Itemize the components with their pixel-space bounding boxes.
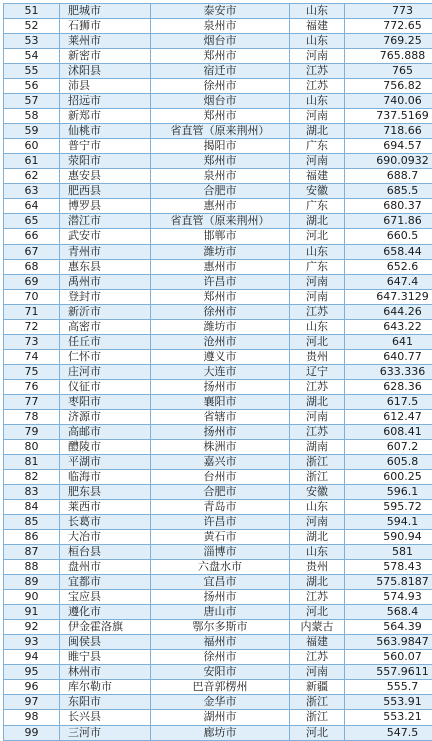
- province-cell: 江苏: [290, 424, 345, 439]
- value-cell: 685.5: [345, 184, 432, 199]
- rank-cell: 58: [4, 109, 60, 124]
- rank-cell: 86: [4, 530, 60, 545]
- table-row: [4, 620, 432, 635]
- prefecture-city-cell: 扬州市: [151, 379, 290, 394]
- county-name-cell: 招远市: [60, 94, 151, 109]
- rank-cell: 67: [4, 244, 60, 259]
- value-cell: 547.5: [345, 725, 432, 740]
- prefecture-city-cell: 许昌市: [151, 515, 290, 530]
- rank-cell: 84: [4, 500, 60, 515]
- value-cell: 608.41: [345, 424, 432, 439]
- rank-cell: 59: [4, 124, 60, 139]
- table-row: [4, 319, 432, 334]
- province-cell: 湖北: [290, 394, 345, 409]
- prefecture-city-cell: 省直管（原来荆州）: [151, 214, 290, 229]
- county-name-cell: 仁怀市: [60, 349, 151, 364]
- value-cell: 617.5: [345, 394, 432, 409]
- county-name-cell: 肥西县: [60, 184, 151, 199]
- prefecture-city-cell: 泉州市: [151, 19, 290, 34]
- table-row: [4, 49, 432, 64]
- county-name-cell: 长兴县: [60, 710, 151, 725]
- province-cell: 广东: [290, 199, 345, 214]
- rank-cell: 79: [4, 424, 60, 439]
- table-row: [4, 710, 432, 725]
- rank-cell: 70: [4, 289, 60, 304]
- value-cell: 737.5169: [345, 109, 432, 124]
- county-name-cell: 睢宁县: [60, 650, 151, 665]
- province-cell: 江苏: [290, 79, 345, 94]
- table-row: [4, 244, 432, 259]
- table-row: [4, 680, 432, 695]
- table-row: [4, 364, 432, 379]
- county-name-cell: 石狮市: [60, 19, 151, 34]
- county-name-cell: 莱西市: [60, 500, 151, 515]
- rank-cell: 80: [4, 439, 60, 454]
- prefecture-city-cell: 唐山市: [151, 605, 290, 620]
- rank-cell: 97: [4, 695, 60, 710]
- prefecture-city-cell: 淄博市: [151, 545, 290, 560]
- table-row: [4, 469, 432, 484]
- rank-cell: 90: [4, 590, 60, 605]
- value-cell: 633.336: [345, 364, 432, 379]
- province-cell: 山东: [290, 500, 345, 515]
- value-cell: 688.7: [345, 169, 432, 184]
- province-cell: 广东: [290, 139, 345, 154]
- rank-cell: 60: [4, 139, 60, 154]
- prefecture-city-cell: 潍坊市: [151, 244, 290, 259]
- rank-cell: 91: [4, 605, 60, 620]
- county-name-cell: 普宁市: [60, 139, 151, 154]
- value-cell: 605.8: [345, 454, 432, 469]
- county-name-cell: 临海市: [60, 469, 151, 484]
- prefecture-city-cell: 嘉兴市: [151, 454, 290, 469]
- rank-cell: 88: [4, 560, 60, 575]
- prefecture-city-cell: 鄂尔多斯市: [151, 620, 290, 635]
- county-name-cell: 宜都市: [60, 575, 151, 590]
- table-row: [4, 304, 432, 319]
- county-name-cell: 禹州市: [60, 274, 151, 289]
- prefecture-city-cell: 烟台市: [151, 34, 290, 49]
- table-row: [4, 545, 432, 560]
- province-cell: 江苏: [290, 64, 345, 79]
- prefecture-city-cell: 大连市: [151, 364, 290, 379]
- prefecture-city-cell: 福州市: [151, 635, 290, 650]
- province-cell: 内蒙古: [290, 620, 345, 635]
- province-cell: 浙江: [290, 695, 345, 710]
- value-cell: 647.3129: [345, 289, 432, 304]
- province-cell: 安徽: [290, 184, 345, 199]
- table-row: [4, 214, 432, 229]
- prefecture-city-cell: 安阳市: [151, 665, 290, 680]
- value-cell: 574.93: [345, 590, 432, 605]
- prefecture-city-cell: 巴音郭楞州: [151, 680, 290, 695]
- prefecture-city-cell: 青岛市: [151, 500, 290, 515]
- value-cell: 560.07: [345, 650, 432, 665]
- rank-cell: 87: [4, 545, 60, 560]
- rank-cell: 72: [4, 319, 60, 334]
- table-row: [4, 575, 432, 590]
- rank-cell: 64: [4, 199, 60, 214]
- county-name-cell: 高密市: [60, 319, 151, 334]
- table-row: [4, 725, 432, 740]
- value-cell: 628.36: [345, 379, 432, 394]
- county-name-cell: 博罗县: [60, 199, 151, 214]
- table-row: [4, 605, 432, 620]
- rank-cell: 92: [4, 620, 60, 635]
- table-row: [4, 229, 432, 244]
- value-cell: 590.94: [345, 530, 432, 545]
- prefecture-city-cell: 省直管（原来荆州）: [151, 124, 290, 139]
- province-cell: 安徽: [290, 485, 345, 500]
- value-cell: 641: [345, 334, 432, 349]
- value-cell: 658.44: [345, 244, 432, 259]
- county-name-cell: 闽侯县: [60, 635, 151, 650]
- province-cell: 江苏: [290, 304, 345, 319]
- county-name-cell: 库尔勒市: [60, 680, 151, 695]
- county-name-cell: 大冶市: [60, 530, 151, 545]
- province-cell: 江苏: [290, 590, 345, 605]
- rank-cell: 94: [4, 650, 60, 665]
- rank-cell: 61: [4, 154, 60, 169]
- rank-cell: 54: [4, 49, 60, 64]
- prefecture-city-cell: 郑州市: [151, 154, 290, 169]
- county-name-cell: 仙桃市: [60, 124, 151, 139]
- prefecture-city-cell: 湖州市: [151, 710, 290, 725]
- prefecture-city-cell: 揭阳市: [151, 139, 290, 154]
- table-row: [4, 4, 432, 19]
- province-cell: 河南: [290, 109, 345, 124]
- value-cell: 769.25: [345, 34, 432, 49]
- value-cell: 644.26: [345, 304, 432, 319]
- province-cell: 河北: [290, 605, 345, 620]
- county-name-cell: 高邮市: [60, 424, 151, 439]
- rank-cell: 93: [4, 635, 60, 650]
- table-row: [4, 394, 432, 409]
- value-cell: 564.39: [345, 620, 432, 635]
- value-cell: 612.47: [345, 409, 432, 424]
- value-cell: 718.66: [345, 124, 432, 139]
- rank-cell: 95: [4, 665, 60, 680]
- province-cell: 湖北: [290, 214, 345, 229]
- rank-cell: 98: [4, 710, 60, 725]
- province-cell: 河南: [290, 274, 345, 289]
- table-row: [4, 379, 432, 394]
- province-cell: 河南: [290, 49, 345, 64]
- value-cell: 765.888: [345, 49, 432, 64]
- prefecture-city-cell: 沧州市: [151, 334, 290, 349]
- county-name-cell: 仪征市: [60, 379, 151, 394]
- prefecture-city-cell: 徐州市: [151, 650, 290, 665]
- county-name-cell: 新密市: [60, 49, 151, 64]
- rank-cell: 52: [4, 19, 60, 34]
- prefecture-city-cell: 许昌市: [151, 274, 290, 289]
- table-row: [4, 349, 432, 364]
- table-row: [4, 590, 432, 605]
- rank-cell: 76: [4, 379, 60, 394]
- county-name-cell: 济源市: [60, 409, 151, 424]
- prefecture-city-cell: 徐州市: [151, 79, 290, 94]
- prefecture-city-cell: 扬州市: [151, 590, 290, 605]
- county-name-cell: 桓台县: [60, 545, 151, 560]
- prefecture-city-cell: 宜昌市: [151, 575, 290, 590]
- table-row: [4, 560, 432, 575]
- province-cell: 浙江: [290, 454, 345, 469]
- value-cell: 563.9847: [345, 635, 432, 650]
- province-cell: 福建: [290, 169, 345, 184]
- table-row: [4, 109, 432, 124]
- county-name-cell: 枣阳市: [60, 394, 151, 409]
- prefecture-city-cell: 郑州市: [151, 49, 290, 64]
- province-cell: 河南: [290, 515, 345, 530]
- value-cell: 596.1: [345, 485, 432, 500]
- county-name-cell: 平湖市: [60, 454, 151, 469]
- province-cell: 河北: [290, 725, 345, 740]
- value-cell: 773: [345, 4, 432, 19]
- county-name-cell: 沭阳县: [60, 64, 151, 79]
- table-row: [4, 665, 432, 680]
- county-name-cell: 肥东县: [60, 485, 151, 500]
- rank-cell: 65: [4, 214, 60, 229]
- rank-cell: 77: [4, 394, 60, 409]
- county-name-cell: 登封市: [60, 289, 151, 304]
- table-row: [4, 64, 432, 79]
- value-cell: 772.65: [345, 19, 432, 34]
- province-cell: 湖北: [290, 124, 345, 139]
- rank-cell: 96: [4, 680, 60, 695]
- table-row: [4, 635, 432, 650]
- value-cell: 555.7: [345, 680, 432, 695]
- value-cell: 557.9611: [345, 665, 432, 680]
- county-name-cell: 长葛市: [60, 515, 151, 530]
- value-cell: 694.57: [345, 139, 432, 154]
- value-cell: 581: [345, 545, 432, 560]
- province-cell: 福建: [290, 635, 345, 650]
- table-row: [4, 19, 432, 34]
- value-cell: 765: [345, 64, 432, 79]
- province-cell: 湖北: [290, 530, 345, 545]
- rank-cell: 66: [4, 229, 60, 244]
- value-cell: 652.6: [345, 259, 432, 274]
- prefecture-city-cell: 廊坊市: [151, 725, 290, 740]
- county-name-cell: 肥城市: [60, 4, 151, 19]
- county-name-cell: 庄河市: [60, 364, 151, 379]
- table-row: [4, 274, 432, 289]
- rank-cell: 55: [4, 64, 60, 79]
- province-cell: 江苏: [290, 379, 345, 394]
- table-row: [4, 139, 432, 154]
- table-row: [4, 424, 432, 439]
- prefecture-city-cell: 宿迁市: [151, 64, 290, 79]
- province-cell: 江苏: [290, 650, 345, 665]
- ranking-table-body: [4, 4, 432, 741]
- rank-cell: 85: [4, 515, 60, 530]
- province-cell: 山东: [290, 94, 345, 109]
- province-cell: 河南: [290, 154, 345, 169]
- province-cell: 山东: [290, 244, 345, 259]
- table-row: [4, 439, 432, 454]
- province-cell: 山东: [290, 545, 345, 560]
- province-cell: 新疆: [290, 680, 345, 695]
- value-cell: 553.21: [345, 710, 432, 725]
- prefecture-city-cell: 郑州市: [151, 109, 290, 124]
- rank-cell: 51: [4, 4, 60, 19]
- prefecture-city-cell: 郑州市: [151, 289, 290, 304]
- table-row: [4, 650, 432, 665]
- county-name-cell: 三河市: [60, 725, 151, 740]
- province-cell: 山东: [290, 4, 345, 19]
- province-cell: 贵州: [290, 349, 345, 364]
- value-cell: 680.37: [345, 199, 432, 214]
- prefecture-city-cell: 黄石市: [151, 530, 290, 545]
- county-name-cell: 武安市: [60, 229, 151, 244]
- value-cell: 671.86: [345, 214, 432, 229]
- province-cell: 辽宁: [290, 364, 345, 379]
- rank-cell: 57: [4, 94, 60, 109]
- value-cell: 756.82: [345, 79, 432, 94]
- value-cell: 640.77: [345, 349, 432, 364]
- rank-cell: 99: [4, 725, 60, 740]
- table-row: [4, 454, 432, 469]
- rank-cell: 75: [4, 364, 60, 379]
- table-row: [4, 199, 432, 214]
- county-name-cell: 潜江市: [60, 214, 151, 229]
- value-cell: 647.4: [345, 274, 432, 289]
- county-name-cell: 东阳市: [60, 695, 151, 710]
- county-name-cell: 青州市: [60, 244, 151, 259]
- county-name-cell: 宝应县: [60, 590, 151, 605]
- prefecture-city-cell: 扬州市: [151, 424, 290, 439]
- prefecture-city-cell: 金华市: [151, 695, 290, 710]
- province-cell: 湖南: [290, 439, 345, 454]
- prefecture-city-cell: 株洲市: [151, 439, 290, 454]
- prefecture-city-cell: 惠州市: [151, 259, 290, 274]
- table-row: [4, 79, 432, 94]
- province-cell: 福建: [290, 19, 345, 34]
- table-row: [4, 334, 432, 349]
- value-cell: 690.0932: [345, 154, 432, 169]
- value-cell: 553.91: [345, 695, 432, 710]
- province-cell: 山东: [290, 319, 345, 334]
- value-cell: 660.5: [345, 229, 432, 244]
- value-cell: 643.22: [345, 319, 432, 334]
- county-name-cell: 遵化市: [60, 605, 151, 620]
- prefecture-city-cell: 泰安市: [151, 4, 290, 19]
- value-cell: 594.1: [345, 515, 432, 530]
- province-cell: 贵州: [290, 560, 345, 575]
- rank-cell: 69: [4, 274, 60, 289]
- county-name-cell: 醴陵市: [60, 439, 151, 454]
- province-cell: 河北: [290, 334, 345, 349]
- prefecture-city-cell: 潍坊市: [151, 319, 290, 334]
- table-row: [4, 500, 432, 515]
- table-row: [4, 530, 432, 545]
- table-row: [4, 485, 432, 500]
- rank-cell: 62: [4, 169, 60, 184]
- table-row: [4, 154, 432, 169]
- table-row: [4, 695, 432, 710]
- prefecture-city-cell: 省辖市: [151, 409, 290, 424]
- prefecture-city-cell: 遵义市: [151, 349, 290, 364]
- rank-cell: 71: [4, 304, 60, 319]
- county-name-cell: 沛县: [60, 79, 151, 94]
- rank-cell: 82: [4, 469, 60, 484]
- prefecture-city-cell: 六盘水市: [151, 560, 290, 575]
- rank-cell: 74: [4, 349, 60, 364]
- province-cell: 湖北: [290, 575, 345, 590]
- rank-cell: 73: [4, 334, 60, 349]
- county-name-cell: 惠安县: [60, 169, 151, 184]
- ranking-table: [3, 3, 432, 741]
- county-name-cell: 荥阳市: [60, 154, 151, 169]
- table-row: [4, 34, 432, 49]
- prefecture-city-cell: 烟台市: [151, 94, 290, 109]
- county-name-cell: 任丘市: [60, 334, 151, 349]
- prefecture-city-cell: 合肥市: [151, 485, 290, 500]
- table-row: [4, 124, 432, 139]
- province-cell: 河南: [290, 409, 345, 424]
- rank-cell: 83: [4, 485, 60, 500]
- value-cell: 568.4: [345, 605, 432, 620]
- table-row: [4, 289, 432, 304]
- prefecture-city-cell: 合肥市: [151, 184, 290, 199]
- table-row: [4, 184, 432, 199]
- value-cell: 575.8187: [345, 575, 432, 590]
- table-row: [4, 409, 432, 424]
- value-cell: 740.06: [345, 94, 432, 109]
- table-row: [4, 94, 432, 109]
- value-cell: 607.2: [345, 439, 432, 454]
- province-cell: 广东: [290, 259, 345, 274]
- prefecture-city-cell: 惠州市: [151, 199, 290, 214]
- rank-cell: 56: [4, 79, 60, 94]
- province-cell: 河南: [290, 665, 345, 680]
- prefecture-city-cell: 邯郸市: [151, 229, 290, 244]
- value-cell: 595.72: [345, 500, 432, 515]
- prefecture-city-cell: 襄阳市: [151, 394, 290, 409]
- county-name-cell: 新郑市: [60, 109, 151, 124]
- province-cell: 山东: [290, 34, 345, 49]
- county-name-cell: 林州市: [60, 665, 151, 680]
- rank-cell: 89: [4, 575, 60, 590]
- table-row: [4, 515, 432, 530]
- value-cell: 578.43: [345, 560, 432, 575]
- rank-cell: 53: [4, 34, 60, 49]
- rank-cell: 68: [4, 259, 60, 274]
- province-cell: 浙江: [290, 710, 345, 725]
- county-name-cell: 盘州市: [60, 560, 151, 575]
- county-name-cell: 莱州市: [60, 34, 151, 49]
- rank-cell: 63: [4, 184, 60, 199]
- prefecture-city-cell: 徐州市: [151, 304, 290, 319]
- county-name-cell: 新沂市: [60, 304, 151, 319]
- prefecture-city-cell: 台州市: [151, 469, 290, 484]
- prefecture-city-cell: 泉州市: [151, 169, 290, 184]
- province-cell: 河南: [290, 289, 345, 304]
- table-row: [4, 169, 432, 184]
- rank-cell: 81: [4, 454, 60, 469]
- rank-cell: 78: [4, 409, 60, 424]
- county-name-cell: 伊金霍洛旗: [60, 620, 151, 635]
- province-cell: 浙江: [290, 469, 345, 484]
- table-row: [4, 259, 432, 274]
- county-name-cell: 惠东县: [60, 259, 151, 274]
- province-cell: 河北: [290, 229, 345, 244]
- value-cell: 600.25: [345, 469, 432, 484]
